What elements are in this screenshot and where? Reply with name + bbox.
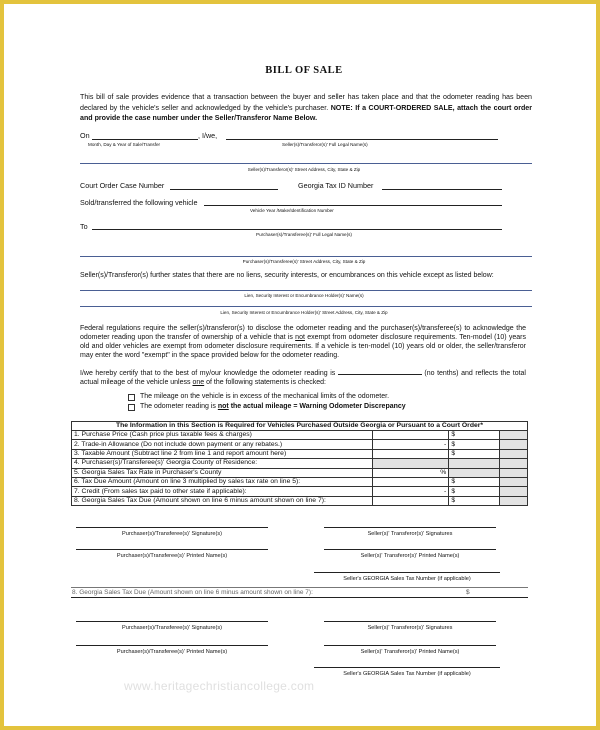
row-label: 2. Trade-in Allowance (Do not include down payment or any rebates.) bbox=[72, 440, 373, 449]
purchaser-signature-caption-2: Purchaser(s)/Transferee(s)' Signature(s) bbox=[121, 625, 223, 631]
seller-name-field[interactable] bbox=[226, 139, 498, 140]
seller-address-caption: Seller(s)/Transferor(s)' Street Address, City, State & Zip bbox=[247, 167, 361, 172]
purchaser-printed-caption: Purchaser(s)/Transferee(s)' Printed Name(s) bbox=[116, 553, 228, 559]
lien-address-field[interactable] bbox=[80, 306, 532, 307]
seller-printed-caption: Seller(s)' Transferor(s)' Printed Name(s) bbox=[360, 553, 460, 559]
purchaser-name-field[interactable] bbox=[92, 229, 502, 230]
row-amount[interactable]: $ bbox=[449, 496, 500, 505]
sold-label: Sold/transferred the following vehicle bbox=[80, 198, 198, 207]
row-shade bbox=[500, 459, 528, 468]
odometer-reading-field[interactable] bbox=[338, 368, 422, 375]
cut-row-bottom-border bbox=[71, 597, 528, 598]
vehicle-field[interactable] bbox=[204, 205, 502, 206]
seller-signature-caption: Seller(s)' Transferor(s)' Signatures bbox=[367, 531, 453, 537]
purchaser-printed-line-2[interactable] bbox=[76, 645, 268, 646]
seller-tax-number-line[interactable] bbox=[314, 572, 500, 573]
purchaser-signature-caption: Purchaser(s)/Transferee(s)' Signature(s) bbox=[121, 531, 223, 537]
lien-address-caption: Lien, Security Interest or Encumbrance Holder(s)' Street Address, City, State & Zip bbox=[220, 310, 388, 315]
federal-text-1: Federal regulations require the seller(s)/transferor(s) to disclose the odometer reading and the purchaser(s)/transferee(s) to acknowledge the odometer reading upon the transfer of ownership of a vehicle that is bbox=[80, 325, 526, 341]
row-sign bbox=[372, 477, 449, 486]
table-row bbox=[72, 477, 528, 486]
row-amount[interactable]: $ bbox=[449, 487, 500, 496]
discrepancy-text: The odometer reading is bbox=[140, 403, 216, 410]
purchaser-name-caption: Purchaser(s)/Transferee(s)' Full Legal Name(s) bbox=[256, 232, 352, 237]
row-amount[interactable]: $ bbox=[449, 431, 500, 440]
cut-row-unit: $ bbox=[466, 589, 470, 596]
row-shade bbox=[500, 477, 528, 486]
row-shade bbox=[500, 431, 528, 440]
court-case-field[interactable] bbox=[170, 189, 278, 190]
seller-printed-caption-2: Seller(s)' Transferor(s)' Printed Name(s) bbox=[360, 649, 460, 655]
sale-date-caption: Month, Day & Year of Sale/Transfer bbox=[88, 142, 161, 147]
row-label: 4. Purchaser(s)/Transferee(s)' Georgia County of Residence: bbox=[72, 459, 373, 468]
liens-statement: Seller(s)/Transferor(s) further states that there are no liens, security interests, or encumbrances on this vehicle except as listed below: bbox=[80, 272, 494, 279]
table-row bbox=[72, 440, 528, 449]
row-label: 8. Georgia Sales Tax Due (Amount shown on line 6 minus amount shown on line 7): bbox=[72, 496, 373, 505]
seller-tax-number-caption: Seller's GEORGIA Sales Tax Number (if applicable) bbox=[343, 576, 471, 582]
on-label: On bbox=[80, 131, 90, 140]
mileage-excess-checkbox[interactable] bbox=[128, 394, 135, 401]
seller-printed-line[interactable] bbox=[324, 549, 496, 550]
table-row bbox=[72, 496, 528, 505]
lien-holder-field[interactable] bbox=[80, 290, 532, 291]
purchaser-signature-line[interactable] bbox=[76, 527, 268, 528]
seller-signature-line-2[interactable] bbox=[324, 621, 496, 622]
lien-holder-caption: Lien, Security Interest or Encumbrance Holder(s)' Name(s) bbox=[244, 293, 364, 298]
odometer-discrepancy-label bbox=[140, 403, 406, 410]
cut-row-border bbox=[71, 587, 528, 588]
intro-note: NOTE: If a COURT-ORDERED SALE, attach the court order and provide the case number under the Seller/Transferor Name Below. bbox=[80, 103, 532, 123]
table-header: The Information in this Section is Required for Vehicles Purchased Outside Georgia or Pursuant to a Court Order* bbox=[72, 422, 528, 431]
row-label: 6. Tax Due Amount (Amount on line 3 multiplied by sales tax rate on line 5): bbox=[72, 477, 373, 486]
certify-one: one bbox=[192, 378, 205, 386]
row-shade bbox=[500, 487, 528, 496]
seller-printed-line-2[interactable] bbox=[324, 645, 496, 646]
intro-text: This bill of sale provides evidence that a transaction between the buyer and seller has taken place and that the odometer reading has been declared by the vehicle's seller and acknowledged by the vehicle's purchaser. bbox=[80, 93, 532, 112]
purchaser-address-field[interactable] bbox=[80, 256, 532, 257]
sale-date-field[interactable] bbox=[92, 139, 198, 140]
certify-text-2: (no tenths) and reflects the total actual mileage of the vehicle unless bbox=[80, 370, 526, 386]
cut-row-text: 8. Georgia Sales Tax Due (Amount shown on line 6 minus amount shown on line 7): bbox=[72, 589, 313, 596]
tax-id-field[interactable] bbox=[382, 189, 502, 190]
mileage-excess-label: The mileage on the vehicle is in excess of the mechanical limits of the odometer. bbox=[140, 393, 390, 400]
seller-tax-number-caption-2: Seller's GEORGIA Sales Tax Number (if applicable) bbox=[343, 671, 471, 677]
row-amount[interactable]: $ bbox=[449, 449, 500, 458]
row-amount[interactable]: $ bbox=[449, 440, 500, 449]
purchaser-printed-line[interactable] bbox=[76, 549, 268, 550]
row-label: 1. Purchase Price (Cash price plus taxable fees & charges) bbox=[72, 431, 373, 440]
federal-text-2: exempt from odometer disclosure requirements. Ten-model (10) years old and older vehicles are exempt from odometer disclosure requirements. If a vehicle is ten-model (10) years old or older, the seller/transferor may enter the word "exempt" in the space provided below for the odometer reading. bbox=[80, 333, 527, 359]
row-label: 5. Georgia Sales Tax Rate in Purchaser's County bbox=[72, 468, 373, 477]
row-amount bbox=[449, 468, 500, 477]
row-sign: - bbox=[372, 440, 449, 449]
row-sign bbox=[372, 431, 449, 440]
row-sign bbox=[372, 496, 449, 505]
certification-paragraph bbox=[80, 368, 526, 388]
iwe-label: , I/we, bbox=[198, 131, 218, 140]
row-amount[interactable]: $ bbox=[449, 477, 500, 486]
court-case-label: Court Order Case Number bbox=[80, 181, 165, 190]
purchaser-signature-line-2[interactable] bbox=[76, 621, 268, 622]
certify-text-1: I/we hereby certify that to the best of my/our knowledge the odometer reading is bbox=[80, 370, 336, 377]
table-row bbox=[72, 449, 528, 458]
intro-paragraph bbox=[80, 92, 532, 124]
discrepancy-warning: the actual mileage = Warning Odometer Discrepancy bbox=[230, 403, 406, 410]
seller-signature-caption-2: Seller(s)' Transferor(s)' Signatures bbox=[367, 625, 453, 631]
watermark-text: www.heritagechristiancollege.com bbox=[124, 679, 315, 693]
table-row bbox=[72, 459, 528, 468]
row-shade bbox=[500, 440, 528, 449]
seller-tax-number-line-2[interactable] bbox=[314, 667, 500, 668]
seller-address-field[interactable] bbox=[80, 163, 532, 164]
table-row bbox=[72, 468, 528, 477]
purchaser-printed-caption-2: Purchaser(s)/Transferee(s)' Printed Name(s) bbox=[116, 649, 228, 655]
row-sign: - bbox=[372, 487, 449, 496]
certify-text-3: of the following statements is checked: bbox=[206, 378, 326, 386]
document-title: BILL OF SALE bbox=[265, 65, 343, 76]
federal-not: not bbox=[295, 333, 305, 341]
seller-name-caption: Seller(s)/Transferor(s)' Full Legal Name(s) bbox=[282, 142, 368, 147]
to-label: To bbox=[80, 222, 88, 231]
tax-id-label: Georgia Tax ID Number bbox=[298, 181, 374, 190]
odometer-discrepancy-checkbox[interactable] bbox=[128, 404, 135, 411]
vehicle-caption: Vehicle Year /Make/Identification Number bbox=[250, 208, 334, 213]
row-sign[interactable]: % bbox=[372, 468, 449, 477]
row-shade bbox=[500, 468, 528, 477]
discrepancy-not: not bbox=[217, 403, 229, 410]
row-sign bbox=[372, 449, 449, 458]
row-label: 3. Taxable Amount (Subtract line 2 from line 1 and report amount here) bbox=[72, 449, 373, 458]
purchaser-address-caption: Purchaser(s)/Transferee(s)' Street Address, City, State & Zip bbox=[242, 259, 366, 264]
row-shade bbox=[500, 449, 528, 458]
row-amount bbox=[449, 459, 500, 468]
row-county-field[interactable] bbox=[372, 459, 449, 468]
federal-regulations-paragraph bbox=[80, 325, 526, 361]
table-row bbox=[72, 487, 528, 496]
row-shade bbox=[500, 496, 528, 505]
sales-tax-table bbox=[71, 421, 528, 506]
row-label: 7. Credit (From sales tax paid to other state if applicable): bbox=[72, 487, 373, 496]
table-row bbox=[72, 431, 528, 440]
seller-signature-line[interactable] bbox=[324, 527, 496, 528]
